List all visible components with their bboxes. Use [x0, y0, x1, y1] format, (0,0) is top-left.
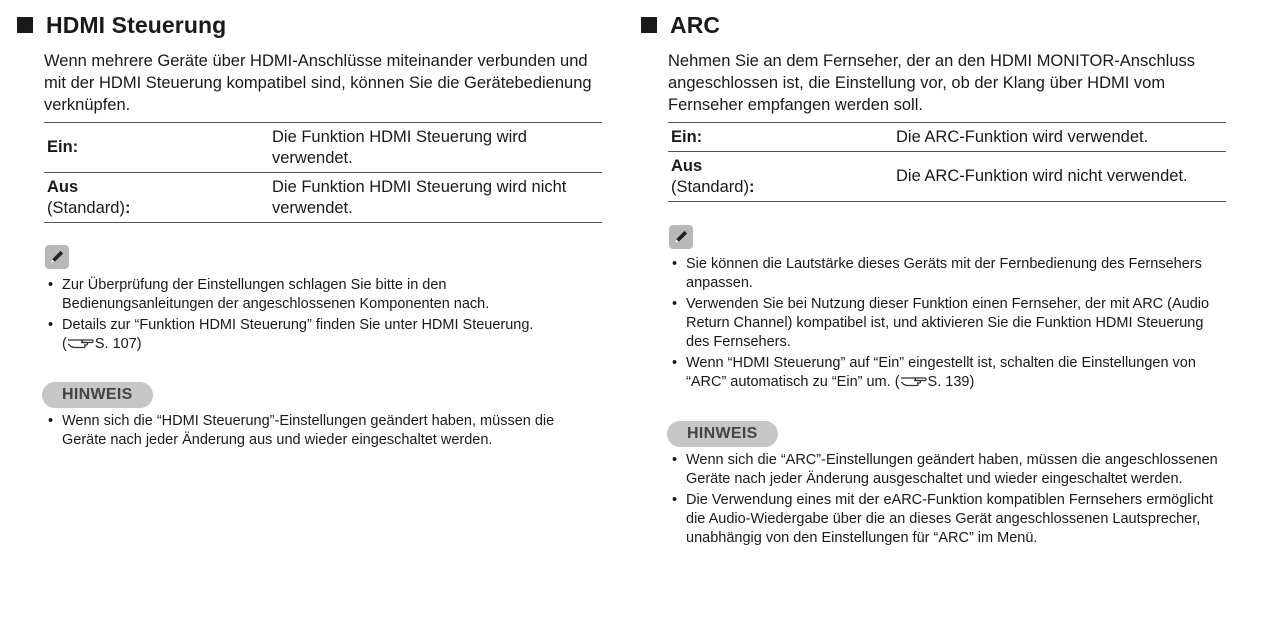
pointing-hand-icon — [67, 336, 95, 349]
list-item: • Details zur “Funktion HDMI Steuerung” finden Sie unter HDMI Steuerung. ( S. 107) — [48, 316, 600, 354]
option-desc: Die Funktion HDMI Steuerung wird nicht verwendet. — [272, 177, 567, 217]
pencil-icon — [669, 225, 693, 249]
list-item: • Die Verwendung eines mit der eARC-Funktion kompatiblen Fernsehers ermöglicht die Audio-Wiedergabe über die an dieses Gerät angeschlossenen Lautsprecher, unabhängig von den Einstellungen für “ARC” im Menü. — [672, 491, 1220, 548]
black-square-icon — [641, 17, 657, 33]
list-item: • Zur Überprüfung der Einstellungen schlagen Sie bitte in den Bedienungsanleitungen der angeschlossenen Komponenten nach. — [48, 276, 600, 314]
option-desc: Die ARC-Funktion wird nicht verwendet. — [896, 167, 1188, 185]
notes-list — [672, 255, 1217, 394]
notes-list — [48, 276, 600, 356]
section-title: HDMI Steuerung — [46, 11, 227, 38]
list-item: • Verwenden Sie bei Nutzung dieser Funktion einen Fernseher, der mit ARC (Audio Return Channel) kompatibel ist, und aktivieren Sie die Funktion HDMI Steuerung des Fernsehers. — [672, 295, 1217, 352]
option-key: Ein: — [47, 138, 79, 156]
option-desc: Die ARC-Funktion wird verwendet. — [896, 127, 1149, 146]
option-key: Aus (Standard): — [671, 156, 755, 196]
hinweis-list — [48, 412, 600, 452]
section-intro: Wenn mehrere Geräte über HDMI-Anschlüsse miteinander verbunden und mit der HDMI Steuerung kompatibel sind, können Sie die Gerätebedienung verknüpfen. — [44, 52, 592, 114]
section-heading — [641, 10, 720, 40]
section-title: ARC — [670, 11, 721, 38]
hinweis-label: HINWEIS — [42, 382, 153, 408]
pointing-hand-icon — [900, 374, 928, 387]
pencil-icon — [45, 245, 69, 269]
table-row — [668, 123, 1226, 152]
option-key: Aus (Standard): — [47, 177, 131, 217]
section-intro: Nehmen Sie an dem Fernseher, der an den HDMI MONITOR-Anschluss angeschlossen ist, die Einstellung vor, ob der Klang über HDMI vom Fernseher empfangen werden soll. — [668, 52, 1195, 114]
table-row — [44, 173, 602, 223]
option-desc: Die Funktion HDMI Steuerung wird verwendet. — [272, 127, 527, 167]
list-item: • Wenn sich die “ARC”-Einstellungen geändert haben, müssen die angeschlossenen Geräte nach jeder Änderung ausgeschaltet und wieder eingeschaltet werden. — [672, 451, 1220, 489]
table-row — [668, 152, 1226, 202]
black-square-icon — [17, 17, 33, 33]
options-table — [44, 122, 602, 223]
section-heading — [17, 10, 226, 40]
table-row — [44, 123, 602, 173]
list-item: • Wenn “HDMI Steuerung” auf “Ein” eingestellt ist, schalten die Einstellungen von “ARC” automatisch zu “Ein” um. ( S. 139) — [672, 354, 1217, 392]
option-key: Ein: — [671, 127, 703, 146]
options-table — [668, 122, 1226, 202]
list-item: • Wenn sich die “HDMI Steuerung”-Einstellungen geändert haben, müssen die Geräte nach jeder Änderung aus und wieder eingeschaltet werden. — [48, 412, 600, 450]
hinweis-label: HINWEIS — [667, 421, 778, 447]
list-item: • Sie können die Lautstärke dieses Geräts mit der Fernbedienung des Fernsehers anpassen. — [672, 255, 1217, 293]
hinweis-list — [672, 451, 1220, 550]
